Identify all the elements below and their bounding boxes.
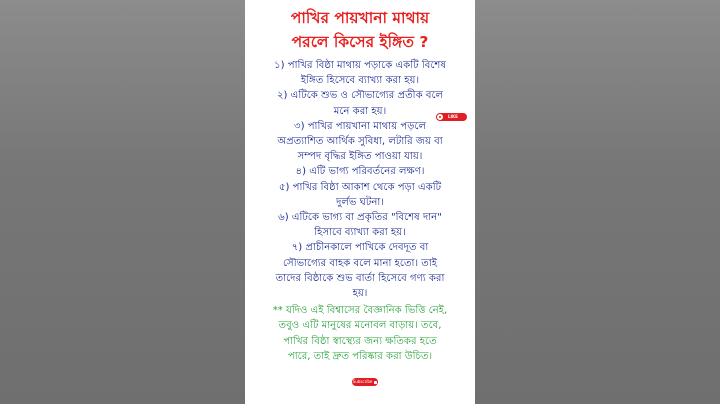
body-line: দুর্লভ ঘটনা। (336, 196, 384, 208)
body-line: ৪) এটি ভাগ্য পরিবর্তনের লক্ষণ। (295, 166, 425, 178)
body-line: ১) পাখির বিষ্ঠা মাথায় পড়াকে একটি বিশেষ (274, 60, 446, 71)
thumbs-up-icon (436, 113, 444, 121)
body-line: মনে করা হয়। (333, 105, 387, 117)
disclaimer-note (245, 303, 475, 364)
body-line: ৬) এটিকে ভাগ্য বা প্রকৃতির "বিশেষ দান" (278, 212, 442, 224)
like-button[interactable] (437, 113, 467, 121)
subscribe-label: Subscribe (352, 379, 373, 384)
body-text (245, 58, 475, 301)
note-line: পাখির বিষ্ঠা স্বাস্থ্যের জন্য ক্ষতিকর হতে (283, 335, 437, 347)
subscribe-button[interactable] (352, 378, 378, 386)
title-line: পরলে কিসের ইঙ্গিত ? (291, 33, 429, 51)
note-line: পারে, তাই দ্রুত পরিষ্কার করা উচিত। (287, 350, 433, 362)
video-title (245, 6, 475, 54)
like-label: LIKE (448, 114, 458, 119)
title-line: পাখির পায়খানা মাথায় (290, 9, 430, 27)
body-line: ৫) পাখির বিষ্ঠা আকাশ থেকে পড়া একটি (278, 181, 442, 193)
note-line: তবুও এটি মানুষের মনোবল বাড়ায়। তবে, (278, 320, 442, 332)
note-line: ** যদিও এই বিশ্বাসের বৈজ্ঞানিক ভিত্তি নেই, (272, 305, 448, 317)
body-line: হয়। (352, 288, 368, 300)
body-line: সৌভাগ্যের বাহক বলে মানা হতো। তাই (282, 257, 438, 269)
left-blurred-backdrop (0, 0, 245, 404)
body-line: সম্পদ বৃদ্ধির ইঙ্গিত পাওয়া যায়। (297, 151, 423, 163)
body-line: ২) এটিকে শুভ ও সৌভাগ্যের প্রতীক বলে (276, 90, 444, 102)
shorts-video-frame[interactable] (245, 0, 475, 404)
body-line: ইঙ্গিত হিসেবে ব্যাখ্যা করা হয়। (300, 75, 420, 87)
body-line: ৩) পাখির পায়খানা মাথায় পড়লে (294, 120, 426, 132)
body-line: অপ্রত্যাশিত আর্থিক সুবিধা, লটারি জয় বা (277, 136, 443, 148)
bell-icon (374, 381, 377, 384)
right-blurred-backdrop (475, 0, 720, 404)
body-line: তাদের বিষ্ঠাকে শুভ বার্তা হিসেবে গণ্য করা (275, 272, 445, 284)
body-line: ৭) প্রাচীনকালে পাখিকে দেবদূত বা (291, 242, 429, 254)
body-line: হিসাবে ব্যাখ্যা করা হয়। (314, 227, 406, 239)
